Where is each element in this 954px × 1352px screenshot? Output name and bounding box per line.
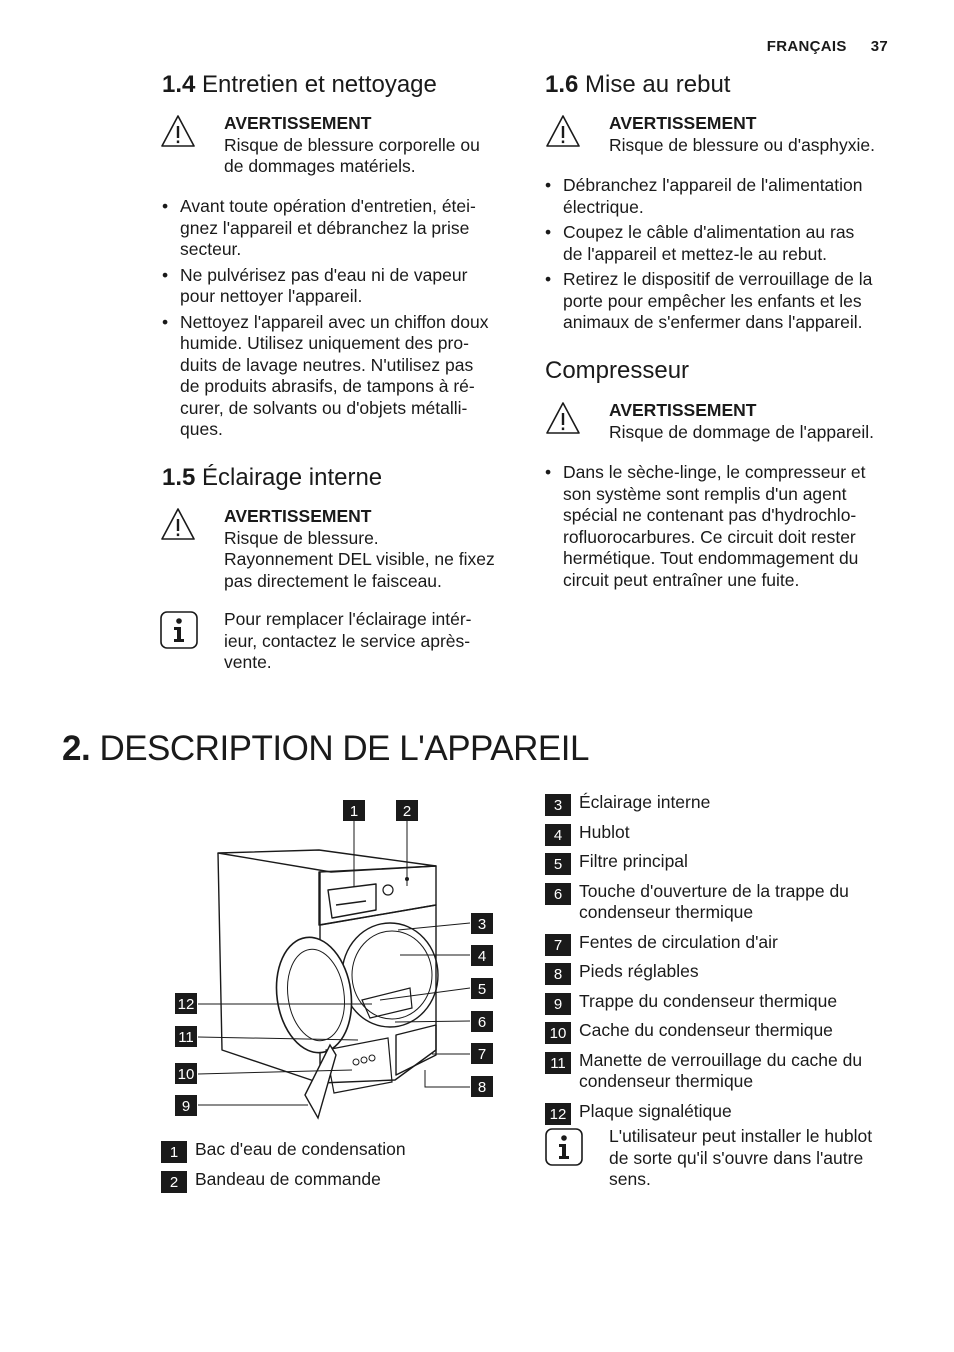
warning-line: de dommages matériels. (224, 156, 416, 176)
section-title-1-4 (162, 72, 437, 98)
chapter-title (62, 730, 589, 769)
list-item: • Coupez le câble d'alimentation au ras de l'appareil et mettez-le au rebut. (545, 222, 905, 265)
legend-number: 5 (545, 853, 571, 875)
section-title-1-6 (545, 72, 730, 98)
warning-line: pas directement le faisceau. (224, 570, 442, 591)
legend-number: 4 (545, 824, 571, 846)
list-item: • Ne pulvérisez pas d'eau ni de vapeur pour nettoyer l'appareil. (162, 265, 522, 308)
legend-item (545, 1020, 905, 1042)
info-line: L'utilisateur peut installer le hublot (609, 1126, 873, 1146)
warning-heading: AVERTISSEMENT (224, 113, 372, 133)
legend-item (161, 1139, 501, 1161)
legend-label: Plaque signalétique (579, 1100, 732, 1121)
callout-label: 7 (477, 1046, 487, 1063)
section-number: 1.4 (162, 71, 196, 98)
legend-number: 2 (161, 1171, 187, 1193)
callout-label: 10 (177, 1066, 195, 1083)
language-label: FRANÇAIS (766, 38, 847, 55)
callout-label: 1 (349, 803, 359, 820)
info-line: ieur, contactez le service après- (224, 630, 471, 651)
callout-label: 9 (181, 1098, 191, 1115)
legend-item (545, 822, 905, 844)
warning-line: Rayonnement DEL visible, ne fixez (224, 549, 495, 569)
info-icon (545, 1128, 583, 1166)
legend-label: Cache du condenseur thermique (579, 1020, 833, 1040)
legend-label: Manette de verrouillage du cache du (579, 1049, 863, 1070)
bullet-list-compresseur (545, 462, 905, 595)
legend-label: Touche d'ouverture de la trappe du (579, 880, 849, 901)
page-number: 37 (870, 38, 888, 55)
legend-item (545, 881, 905, 924)
filter-shape (362, 988, 412, 1018)
warning-line: Risque de blessure ou d'asphyxie. (609, 134, 876, 155)
legend-number: 12 (545, 1103, 571, 1125)
legend-number: 6 (545, 883, 571, 905)
list-item: • Retirez le dispositif de verrouillage de la porte pour empêcher les enfants et les animaux de s'enfermer dans l'appareil. (545, 269, 905, 334)
legend-label: Hublot (579, 821, 630, 842)
legend-label: condenseur thermique (579, 1071, 754, 1091)
drum-opening (342, 923, 438, 1027)
info-line: de sorte qu'il s'ouvre dans l'autre (609, 1147, 864, 1168)
legend-right (545, 792, 905, 1130)
legend-number: 9 (545, 993, 571, 1015)
legend-item (161, 1169, 501, 1191)
list-item: • Avant toute opération d'entretien, étei- gnez l'appareil et débranchez la prise secteur. (162, 196, 522, 261)
bullet-list-1-4 (162, 196, 522, 445)
section-title-text: Entretien et nettoyage (202, 71, 437, 98)
legend-item (545, 792, 905, 814)
dryer-diagram (170, 795, 510, 1125)
callout-label: 6 (477, 1014, 487, 1031)
legend-label: Filtre principal (579, 851, 688, 871)
info-line: vente. (224, 652, 272, 672)
warning-heading: AVERTISSEMENT (609, 113, 757, 133)
callout-label: 5 (477, 981, 487, 998)
callout-label: 4 (477, 948, 487, 965)
legend-item (545, 932, 905, 954)
legend-label: condenseur thermique (579, 902, 754, 922)
info-line: Pour remplacer l'éclairage intér- (224, 609, 472, 629)
list-item: • Débranchez l'appareil de l'alimentation électrique. (545, 175, 905, 218)
legend-item (545, 991, 905, 1013)
legend-label: Fentes de circulation d'air (579, 931, 778, 952)
warning-line: Risque de dommage de l'appareil. (609, 421, 875, 442)
legend-number: 1 (161, 1141, 187, 1163)
callout-label: 3 (477, 916, 487, 933)
section-title-text: Mise au rebut (585, 71, 731, 98)
chapter-title-text: DESCRIPTION DE L'APPAREIL (99, 729, 589, 768)
legend-label: Éclairage interne (579, 792, 711, 812)
legend-left (161, 1139, 501, 1198)
bullet-list-1-6 (545, 175, 905, 338)
legend-label: Trappe du condenseur thermique (579, 990, 838, 1011)
list-item: • Dans le sèche-linge, le compresseur et son système sont remplis d'un agent spécial ne contenant pas d'hydrochlo- rofluorocarbures. Ce circuit doit rester hermétique. Tout endommagement du circuit peut entraîner une fuite. (545, 462, 905, 591)
legend-number: 3 (545, 794, 571, 816)
page-header (767, 38, 888, 55)
legend-number: 11 (545, 1052, 571, 1074)
warning-line: Risque de blessure. (224, 527, 379, 548)
section-title-compresseur: Compresseur (545, 357, 690, 384)
legend-item (545, 1050, 905, 1093)
legend-number: 7 (545, 934, 571, 956)
section-title-1-5 (162, 465, 382, 491)
info-line: sens. (609, 1169, 651, 1189)
warning-line: Risque de blessure corporelle ou (224, 134, 480, 155)
warning-heading: AVERTISSEMENT (224, 506, 372, 526)
legend-label: Bandeau de commande (195, 1168, 381, 1189)
info-icon (160, 611, 198, 649)
legend-label: Bac d'eau de condensation (195, 1139, 406, 1159)
callout-label: 11 (178, 1029, 194, 1046)
legend-number: 8 (545, 963, 571, 985)
section-number: 1.6 (545, 71, 579, 98)
legend-label: Pieds réglables (579, 961, 699, 981)
chapter-number: 2. (62, 729, 91, 768)
warning-triangle-icon (160, 113, 196, 149)
warning-heading: AVERTISSEMENT (609, 400, 757, 420)
warning-triangle-icon (160, 506, 196, 542)
section-title-text: Éclairage interne (202, 464, 383, 491)
legend-item (545, 851, 905, 873)
legend-item (545, 961, 905, 983)
callout-label: 8 (477, 1079, 487, 1096)
section-number: 1.5 (162, 464, 196, 491)
legend-item (545, 1101, 905, 1123)
warning-triangle-icon (545, 400, 581, 436)
warning-triangle-icon (545, 113, 581, 149)
callout-label: 2 (402, 803, 412, 820)
legend-number: 10 (545, 1022, 571, 1044)
list-item: • Nettoyez l'appareil avec un chiffon doux humide. Utilisez uniquement des pro- duits de lavage neutres. N'utilisez pas de produits abrasifs, de tampons à ré- curer, de solvants ou d'objets métalli- ques. (162, 312, 522, 441)
callout-label: 12 (177, 996, 195, 1013)
